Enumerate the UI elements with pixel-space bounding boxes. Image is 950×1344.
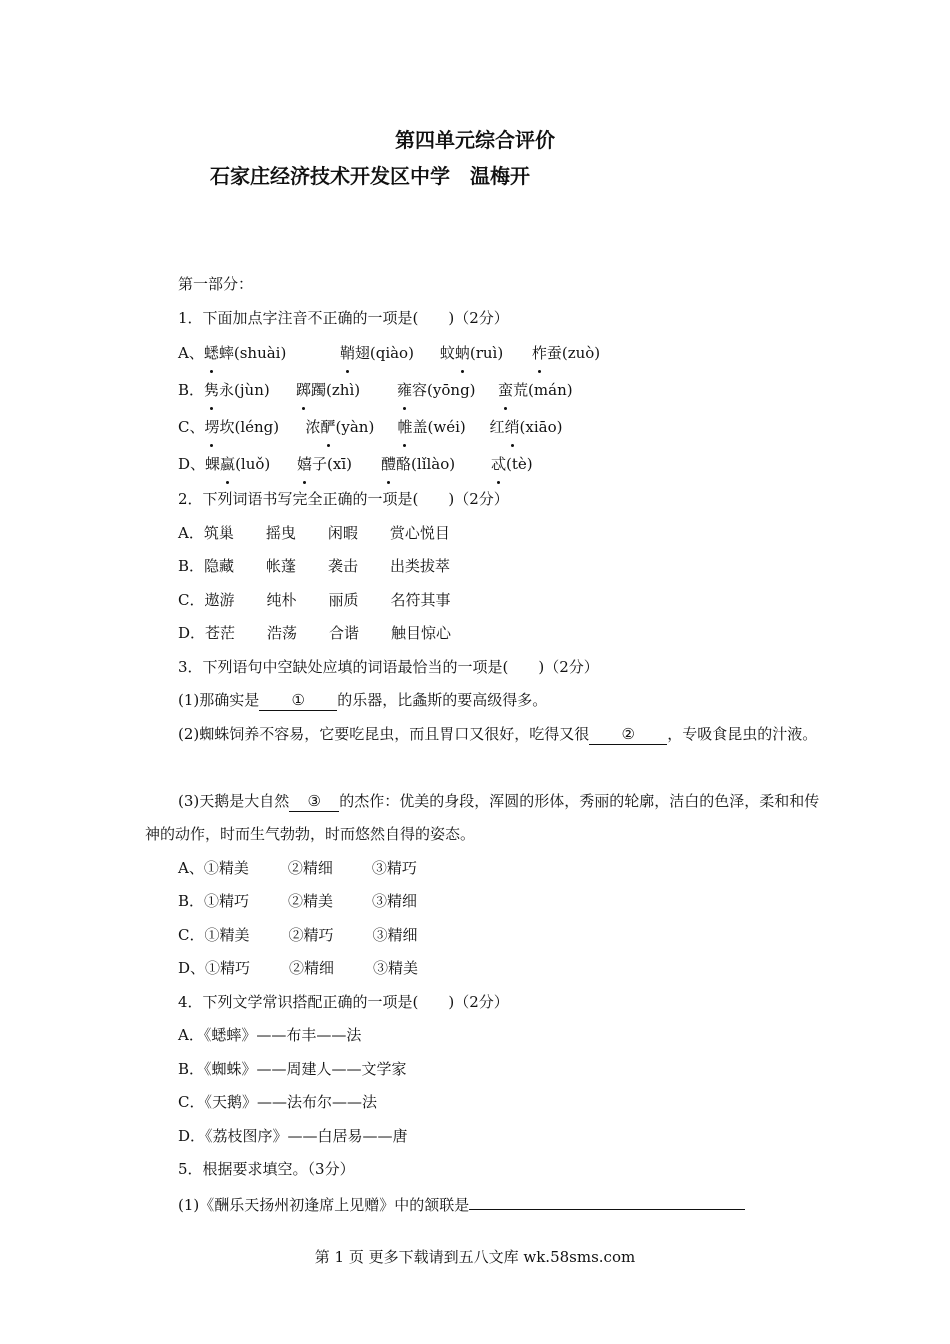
option-item: 隽永(jùn): [204, 372, 296, 409]
option-word: 帐蓬: [266, 557, 297, 575]
option-word: ①精美: [204, 925, 250, 944]
option-word: ②精美: [288, 892, 334, 910]
dotted-char: 忒: [491, 446, 506, 483]
question-1-option-a: [145, 335, 825, 372]
option-word: ①精巧: [204, 892, 250, 910]
option-prefix: A．: [178, 523, 204, 542]
dotted-char: 蠃: [220, 446, 235, 483]
option-word: 合谐: [329, 624, 360, 642]
option-item: 蟋蟀(shuài): [204, 335, 340, 372]
question-5-stem: 5．根据要求填空。（3分）: [178, 1160, 355, 1178]
option-item: 柞蚕(zuò): [532, 335, 600, 372]
option-word: 触目惊心: [391, 624, 452, 642]
option-word: 隐藏: [204, 557, 235, 575]
option-item: 帷盖(wéi): [397, 409, 489, 446]
question-3-sentence-3: [145, 785, 825, 852]
document-title: 第四单元综合评价: [395, 128, 555, 152]
sentence-text: ，专吸食昆虫的汁液。: [667, 724, 818, 743]
question-1-option-d: [145, 446, 825, 483]
part-label: 第一部分：: [178, 275, 254, 293]
dotted-char: 踯: [296, 372, 311, 409]
option-prefix: C．: [178, 590, 205, 609]
option-word: ①精巧: [205, 959, 251, 977]
question-1-option-b: [145, 372, 825, 409]
option-word: ②精细: [287, 858, 333, 877]
question-3-option-d: [145, 952, 825, 986]
dotted-char: 隽: [204, 372, 219, 409]
dotted-char: 蟋: [204, 335, 219, 372]
option-word: 出类拔萃: [390, 557, 451, 575]
option-word: 筑巢: [203, 523, 234, 542]
fill-blank: ①: [259, 690, 337, 711]
dotted-char: 帷: [397, 409, 412, 446]
question-3-option-c: [145, 919, 825, 953]
option-word: 名符其事: [390, 590, 451, 609]
question-3-option-a: [145, 852, 825, 886]
question-4-stem: 4．下列文学常识搭配正确的一项是( )（2分）: [178, 992, 509, 1011]
question-3-sentence-1: [145, 684, 825, 718]
dotted-char: 嬉: [297, 446, 312, 483]
option-item: 雍容(yōng): [397, 372, 498, 409]
option-word: 遨游: [204, 590, 235, 609]
spacer: [145, 751, 825, 785]
sentence-text: (1)《酬乐天扬州初逢席上见赠》中的颔联是: [178, 1195, 470, 1214]
option-word: 丽质: [328, 590, 359, 609]
option-prefix: C．: [178, 925, 205, 944]
option-item: 嬉子(xī): [297, 446, 381, 483]
option-word: 闲暇: [327, 523, 358, 542]
option-word: 苍茫: [205, 624, 236, 642]
option-item: 红绡(xiāo): [489, 409, 562, 446]
option-item: 踯躅(zhì): [296, 372, 397, 409]
option-prefix: C、: [178, 418, 205, 436]
question-3-sentence-2: [145, 718, 825, 752]
question-2-option-c: [145, 584, 825, 618]
option-prefix: B．: [178, 892, 205, 910]
option-item: 塄坎(léng): [204, 409, 305, 446]
option-word: ③精巧: [371, 858, 417, 877]
question-4-option-c: C．《天鹅》——法布尔——法: [178, 1093, 377, 1111]
option-item: 浓酽(yàn): [305, 409, 397, 446]
dotted-char: 塄: [204, 409, 219, 446]
option-prefix: A、: [178, 858, 204, 877]
dotted-char: 柞: [532, 335, 547, 372]
option-word: 浩荡: [267, 624, 298, 642]
option-item: 蜾蠃(luǒ): [205, 446, 297, 483]
dotted-char: 鞘: [340, 335, 355, 372]
sentence-text: (2)蜘蛛饲养不容易，它要吃昆虫，而且胃口又很好，吃得又很: [178, 724, 590, 743]
option-word: 摇曳: [265, 523, 296, 542]
sentence-text: (1)那确实是: [178, 691, 260, 709]
document-body: [145, 268, 825, 1220]
dotted-char: 绡: [505, 409, 520, 446]
question-1-stem: 1．下面加点字注音不正确的一项是( )（2分）: [178, 308, 509, 327]
sentence-text: 的乐器，比螽斯的要高级得多。: [337, 691, 548, 709]
answer-line: [469, 1187, 745, 1210]
option-word: ③精美: [373, 959, 419, 977]
dotted-char: 蛮: [498, 372, 513, 409]
option-prefix: D、: [178, 455, 206, 473]
option-word: ②精巧: [288, 925, 334, 944]
dotted-char: 蚋: [455, 335, 470, 372]
sentence-text: 的杰作：优美的身段，浑圆的形体，秀丽的轮廓，洁白的色泽，柔和和传神的动作，时而生气勃勃，时而悠然自得的姿态。: [145, 791, 820, 843]
question-1-option-c: [145, 409, 825, 446]
option-word: 纯朴: [266, 590, 297, 609]
option-word: ②精细: [289, 959, 335, 977]
question-2-option-d: [145, 617, 825, 651]
option-prefix: B．: [178, 557, 205, 575]
question-4-option-a: A．《蟋蟀》——布丰——法: [178, 1026, 362, 1044]
option-item: 醴酪(lǐlào): [381, 446, 491, 483]
option-word: ③精细: [372, 925, 418, 944]
page-footer: 第 1 页 更多下载请到五八文库 wk.58sms.com: [314, 1248, 636, 1266]
question-2-stem: 2．下列词语书写完全正确的一项是( )（2分）: [178, 490, 509, 508]
fill-blank: ②: [589, 724, 667, 745]
option-prefix: D、: [178, 959, 206, 977]
question-4-option-d: D．《荔枝图序》——白居易——唐: [178, 1126, 408, 1145]
question-5-sentence-1: [145, 1187, 825, 1221]
question-3-option-b: [145, 885, 825, 919]
option-word: ①精美: [203, 858, 249, 877]
fill-blank: ③: [289, 791, 339, 812]
question-2-option-a: [145, 517, 825, 551]
option-item: 蛮荒(mán): [498, 372, 573, 409]
option-word: ③精细: [372, 892, 418, 910]
option-prefix: A、: [178, 344, 204, 362]
dotted-char: 雍: [397, 372, 412, 409]
option-item: 蚊蚋(ruì): [440, 335, 532, 372]
question-4-option-b: B．《蜘蛛》——周建人——文学家: [178, 1059, 407, 1078]
question-3-stem: 3．下列语句中空缺处应填的词语最恰当的一项是( )（2分）: [178, 657, 599, 676]
option-word: 赏心悦目: [389, 523, 450, 542]
sentence-text: (3)天鹅是大自然: [178, 791, 290, 810]
option-item: 鞘翅(qiào): [340, 335, 440, 372]
question-2-option-b: [145, 550, 825, 584]
option-word: 袭击: [328, 557, 359, 575]
dotted-char: 醴: [381, 446, 396, 483]
option-prefix: D．: [178, 624, 206, 642]
document-author: 石家庄经济技术开发区中学 温梅开: [210, 164, 530, 188]
option-item: 忒(tè): [491, 446, 533, 483]
option-prefix: B．: [178, 381, 205, 399]
dotted-char: 酽: [321, 409, 336, 446]
